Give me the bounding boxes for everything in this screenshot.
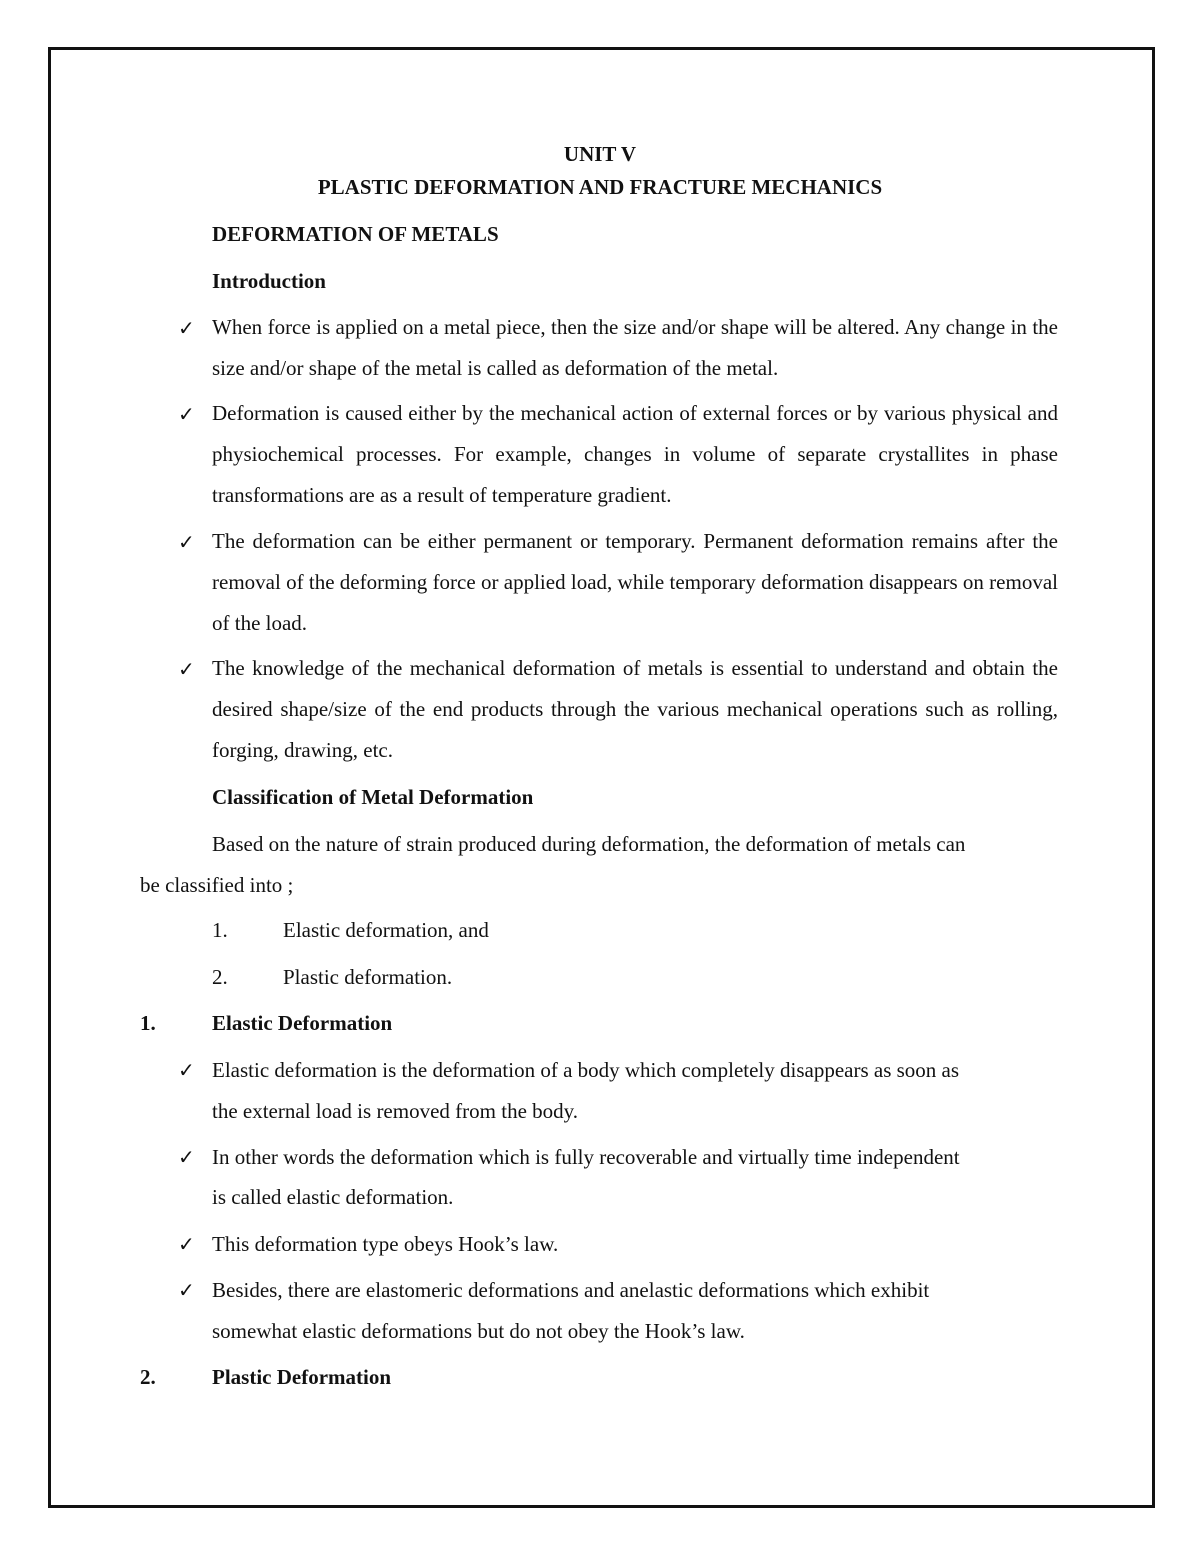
unit-heading: UNIT V — [563, 142, 637, 166]
elastic-bullet-4-line: somewhat elastic deformations but do not obey the Hook’s law. — [212, 1319, 745, 1343]
list-item: Elastic deformation, and — [283, 918, 489, 942]
check-icon: ✓ — [178, 316, 195, 340]
check-icon: ✓ — [178, 657, 195, 681]
intro-bullet-2: Deformation is caused either by the mechanical action of external forces or by various physical and physiochemical processes. For example, changes in volume of separate crystallites in phase transformations are as a result of temperature gradient. — [212, 401, 1058, 507]
list-item-number: 2. — [212, 965, 228, 989]
introduction-heading: Introduction — [212, 269, 326, 293]
section-number: 1. — [140, 1011, 156, 1035]
check-icon: ✓ — [178, 1145, 195, 1169]
elastic-bullet-1-line: Elastic deformation is the deformation of a body which completely disappears as soon as — [212, 1058, 960, 1082]
check-icon: ✓ — [178, 1058, 195, 1082]
check-icon: ✓ — [178, 530, 195, 554]
elastic-bullet-4-line: Besides, there are elastomeric deformations and anelastic deformations which exhibit — [212, 1278, 930, 1302]
check-icon: ✓ — [178, 1232, 195, 1256]
list-item: Plastic deformation. — [283, 965, 453, 989]
intro-bullet-1: When force is applied on a metal piece, then the size and/or shape will be altered. Any change in the size and/or shape of the metal is called as deformation of the metal. — [212, 315, 1058, 380]
page-title: PLASTIC DEFORMATION AND FRACTURE MECHANICS — [317, 175, 883, 199]
elastic-heading: Elastic Deformation — [212, 1011, 393, 1035]
intro-bullet-3: The deformation can be either permanent or temporary. Permanent deformation remains after the removal of the deforming force or applied load, while temporary deformation disappears on removal of the load. — [212, 529, 1058, 635]
intro-bullet-4: The knowledge of the mechanical deformation of metals is essential to understand and obtain the desired shape/size of the end products through the various mechanical operations such as rolling, forging, drawing, etc. — [212, 656, 1058, 762]
plastic-heading: Plastic Deformation — [212, 1365, 392, 1389]
list-item-number: 1. — [212, 918, 228, 942]
check-icon: ✓ — [178, 1278, 195, 1302]
elastic-bullet-2-line: In other words the deformation which is fully recoverable and virtually time independent — [212, 1145, 960, 1169]
section-heading: DEFORMATION OF METALS — [212, 222, 499, 246]
classification-paragraph-line: be classified into ; — [140, 873, 294, 897]
elastic-bullet-2-line: is called elastic deformation. — [212, 1185, 454, 1209]
elastic-bullet-1-line: the external load is removed from the body. — [212, 1099, 579, 1123]
section-number: 2. — [140, 1365, 156, 1389]
check-icon: ✓ — [178, 402, 195, 426]
classification-heading: Classification of Metal Deformation — [212, 785, 534, 809]
classification-paragraph-line: Based on the nature of strain produced during deformation, the deformation of metals can — [212, 832, 966, 856]
elastic-bullet-3-line: This deformation type obeys Hook’s law. — [212, 1232, 559, 1256]
